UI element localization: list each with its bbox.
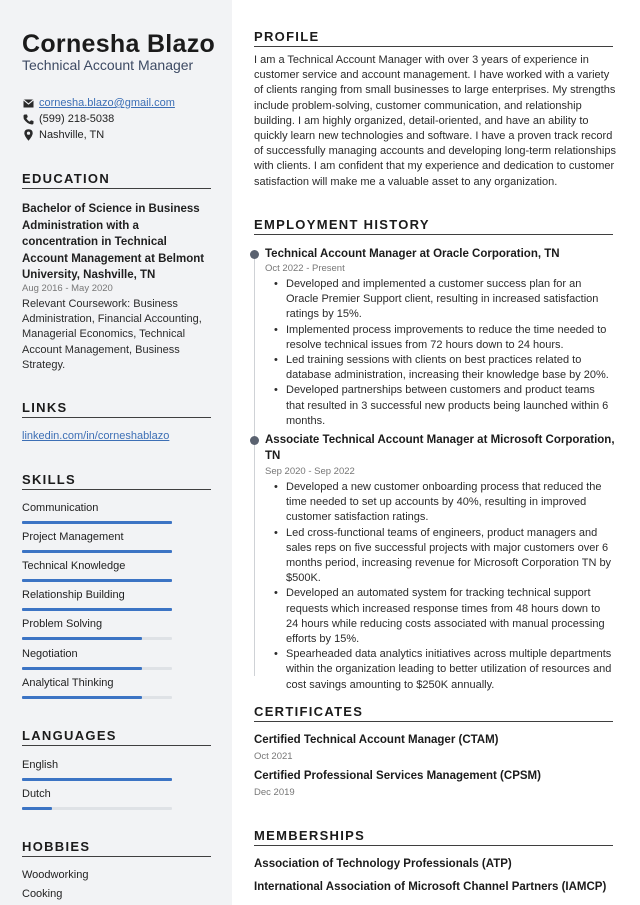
language-label: Dutch [22,788,51,800]
skill-bar-fill [22,521,172,524]
links-divider [22,417,211,418]
memberships-heading: MEMBERSHIPS [254,828,366,843]
email-link[interactable]: cornesha.blazo@gmail.com [39,97,175,109]
certificates-divider [254,721,613,722]
contact-email [22,97,175,109]
profile-text: I am a Technical Account Manager with over 3 years of experience in customer service and account management. I have worked with a variety of clients ranging from small businesses to large enterprises. My strengths include problem-solving, customer communication, and relationship building. I am highly organized, detail-oriented, and have an ability to quickly learn new technologies and software. I have a proven track record of successfully managing accounts and developing long-term relationships with clients. I am confident that my experience and dedication to customer satisfaction will make me a valuable asset to any organization. [254,54,616,188]
skill-item [22,588,172,611]
skill-label: Project Management [22,531,124,543]
profile-divider [254,46,613,47]
skill-bar [22,579,172,582]
job-title: Associate Technical Account Manager at Microsoft Corporation, TN [265,434,615,462]
timeline-dot [250,250,259,259]
language-item [22,787,172,810]
education-degree: Bachelor of Science in Business Administration with a concentration in Technical Account Management at Belmont University, Nashville, TN [22,203,205,281]
contact-location [22,129,104,141]
education-divider [22,188,211,189]
job-dates: Oct 2022 - Present [265,263,345,274]
certificates-heading: CERTIFICATES [254,704,364,719]
skill-bar-fill [22,637,142,640]
certificate-name: Certified Professional Services Management (CPSM) [254,770,541,782]
education-coursework: Relevant Coursework: Business Administration, Financial Accounting, Managerial Economics, Technical Account Management, Business Strategy. [22,298,202,371]
skill-bar [22,608,172,611]
job-bullets [270,480,615,693]
employment-divider [254,234,613,235]
skill-bar-fill [22,579,172,582]
certificate-date: Oct 2021 [254,751,293,762]
job-bullet: • Developed partnerships between customers and product teams that resulted in 3 successful new products being launched within 6 months. [270,383,615,429]
skill-bar [22,550,172,553]
skill-bar [22,696,172,699]
skill-label: Technical Knowledge [22,560,126,572]
hobby-item: Cooking [22,888,63,900]
language-bar [22,807,172,810]
hobby-item: Woodworking [22,869,89,881]
membership-item: Association of Technology Professionals (ATP) [254,858,512,870]
skill-bar [22,637,172,640]
language-label: English [22,759,59,771]
language-item [22,758,172,781]
skill-label: Relationship Building [22,589,125,601]
job-bullet: • Led cross-functional teams of engineers, product managers and sales reps on five successful projects with major customers over 6 months period, increasing revenue for Microsoft Corporation TN by $500K. [270,526,615,587]
skill-bar-fill [22,667,142,670]
skill-item [22,676,172,699]
skill-bar-fill [22,608,172,611]
skill-bar [22,667,172,670]
job-bullet: • Led training sessions with clients on best practices related to database administration, increasing their knowledge base by 20%. [270,353,615,383]
candidate-name: Cornesha Blazo [22,30,216,58]
skill-bar-fill [22,696,142,699]
skills-heading: SKILLS [22,472,77,487]
skill-label: Problem Solving [22,618,103,630]
profile-heading: PROFILE [254,29,320,44]
job-bullet: • Implemented process improvements to reduce the time needed to resolve technical issues from 72 hours down to 24 hours. [270,323,615,353]
skill-label: Analytical Thinking [22,677,114,689]
skill-bar-fill [22,550,172,553]
certificate-name: Certified Technical Account Manager (CTAM) [254,734,499,746]
languages-heading: LANGUAGES [22,728,117,743]
job-bullet: • Developed an automated system for tracking technical support requests which increased response times from 48 hours down to 24 hours while reducing costs associated with manual processing efforts by 15%. [270,586,615,647]
education-dates: Aug 2016 - May 2020 [22,283,113,294]
languages-divider [22,745,211,746]
job-bullet: • Developed a new customer onboarding process that reduced the time needed to set up accounts by 40%, resulting in improved customer satisfaction ratings. [270,480,615,526]
envelope-icon [22,97,34,109]
memberships-divider [254,845,613,846]
skill-label: Negotiation [22,648,78,660]
phone-icon [22,113,34,125]
job-dates: Sep 2020 - Sep 2022 [265,466,355,477]
hobbies-divider [22,856,211,857]
language-bar-fill [22,807,52,810]
certificate-date: Dec 2019 [254,787,295,798]
skill-item [22,530,172,553]
job-bullet: • Spearheaded data analytics initiatives across multiple departments within the organization leading to better utilization of resources and cost savings amounting to $250K annually. [270,647,615,693]
location-pin-icon [22,129,34,141]
linkedin-link[interactable]: linkedin.com/in/corneshablazo [22,430,170,442]
candidate-role: Technical Account Manager [22,57,194,73]
skill-item [22,559,172,582]
skills-divider [22,489,211,490]
education-heading: EDUCATION [22,171,111,186]
timeline-dot [250,436,259,445]
hobbies-heading: HOBBIES [22,839,91,854]
job-title: Technical Account Manager at Oracle Corporation, TN [265,248,560,260]
location-text: Nashville, TN [39,129,105,141]
phone-number: (599) 218-5038 [39,113,115,125]
job-bullet: • Developed and implemented a customer success plan for an Oracle Premier Support client, resulting in increased satisfaction ratings by 15%. [270,277,615,323]
skill-item [22,501,172,524]
employment-heading: EMPLOYMENT HISTORY [254,217,430,232]
skill-bar [22,521,172,524]
skill-item [22,647,172,670]
timeline-line [254,254,255,676]
membership-item: International Association of Microsoft Channel Partners (IAMCP) [254,881,607,893]
links-heading: LINKS [22,400,68,415]
language-bar [22,778,172,781]
contact-phone [22,113,114,125]
job-bullets [270,277,615,429]
skill-item [22,617,172,640]
skill-label: Communication [22,502,99,514]
language-bar-fill [22,778,172,781]
